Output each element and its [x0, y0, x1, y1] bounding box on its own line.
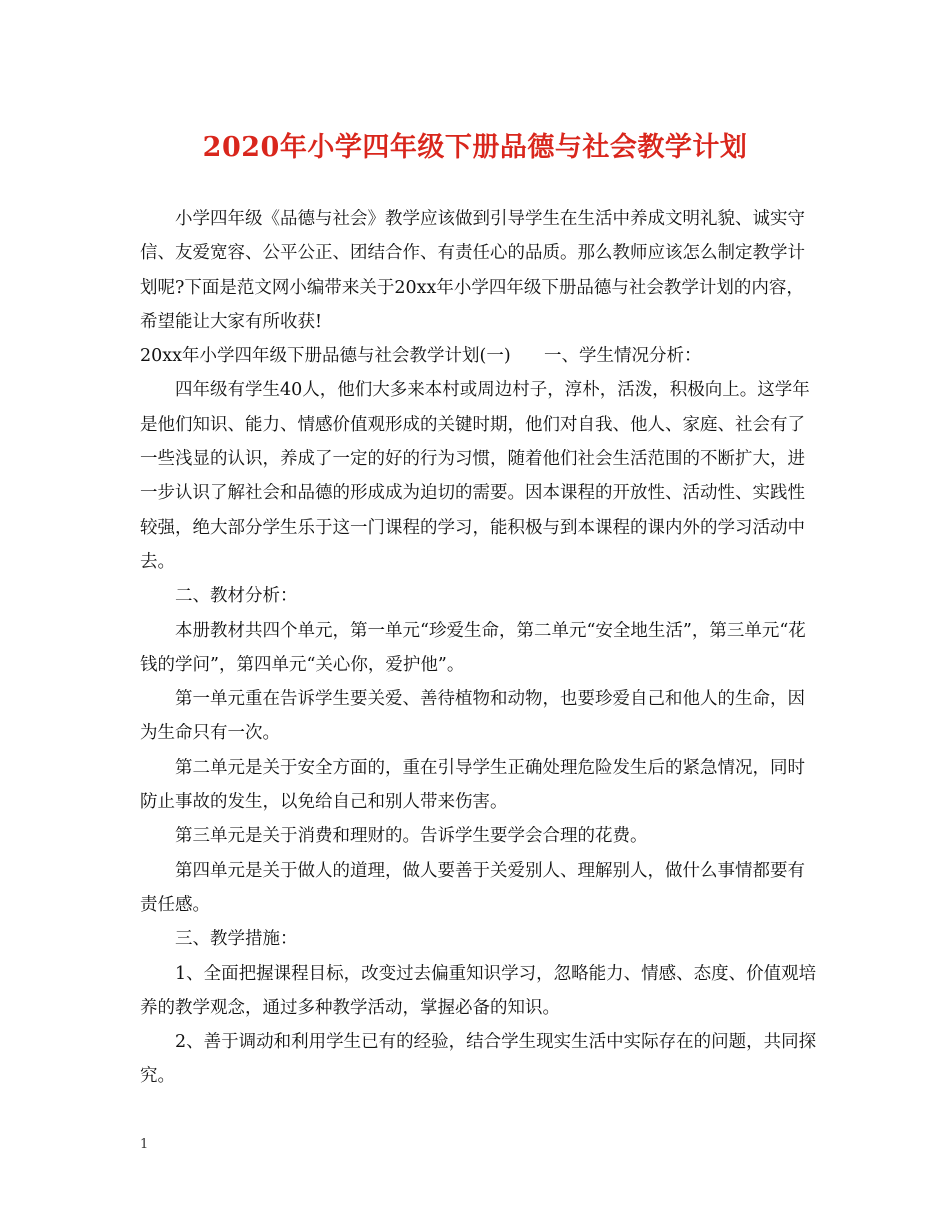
paragraph: 第二单元是关于安全方面的，重在引导学生正确处理危险发生后的紧急情况，同时防止事故的发生，以免给自己和别人带来伤害。 — [140, 757, 805, 813]
paragraph: 本册教材共四个单元，第一单元“珍爱生命，第二单元“安全地生活”，第三单元“花钱的学问”，第四单元“关心你，爱护他”。 — [140, 620, 806, 675]
paragraph: 2、善于调动和利用学生已有的经验，结合学生现实生活中实际存在的问题，共同探究。 — [140, 1032, 817, 1087]
paragraph: 二、教材分析： — [175, 586, 298, 607]
document-title: 2020年小学四年级下册品德与社会教学计划 — [202, 132, 748, 163]
paragraph: 四年级有学生40人，他们大多来本村或周边村子，淳朴，活泼，积极向上。这学年是他们知识、能力、情感价值观形成的关键时期，他们对自我、他人、家庭、社会有了一些浅显的认识，养成了一定的好的行为习惯，随着他们社会生活范围的不断扩大，进一步认识了解社会和品德的形成成为迫切的需要。因本课程的开放性、活动性、实践性较强，绝大部分学生乐于这一门课程的学习，能积极与到本课程的课内外的学习活动中去。 — [140, 380, 810, 572]
paragraph: 三、教学措施： — [175, 929, 298, 950]
paragraph: 20xx年小学四年级下册品德与社会教学计划(一) 一、学生情况分析： — [140, 346, 702, 367]
paragraph: 小学四年级《品德与社会》教学应该做到引导学生在生活中养成文明礼貌、诚实守信、友爱宽容、公平公正、团结合作、有责任心的品质。那么教师应该怎么制定教学计划呢?下面是范文网小编带来关于20xx年小学四年级下册品德与社会教学计划的内容，希望能让大家有所收获! — [140, 209, 805, 332]
paragraph: 第四单元是关于做人的道理，做人要善于关爱别人、理解别人，做什么事情都要有责任感。 — [140, 860, 805, 915]
paragraph: 1、全面把握课程目标，改变过去偏重知识学习，忽略能力、情感、态度、价值观培养的教学观念，通过多种教学活动，掌握必备的知识。 — [140, 963, 817, 1018]
paragraph: 第一单元重在告诉学生要关爱、善待植物和动物，也要珍爱自己和他人的生命，因为生命只有一次。 — [140, 689, 805, 744]
page-number: 1 — [140, 1137, 149, 1152]
paragraph: 第三单元是关于消费和理财的。告诉学生要学会合理的花费。 — [175, 826, 648, 847]
document-body — [140, 202, 820, 1094]
